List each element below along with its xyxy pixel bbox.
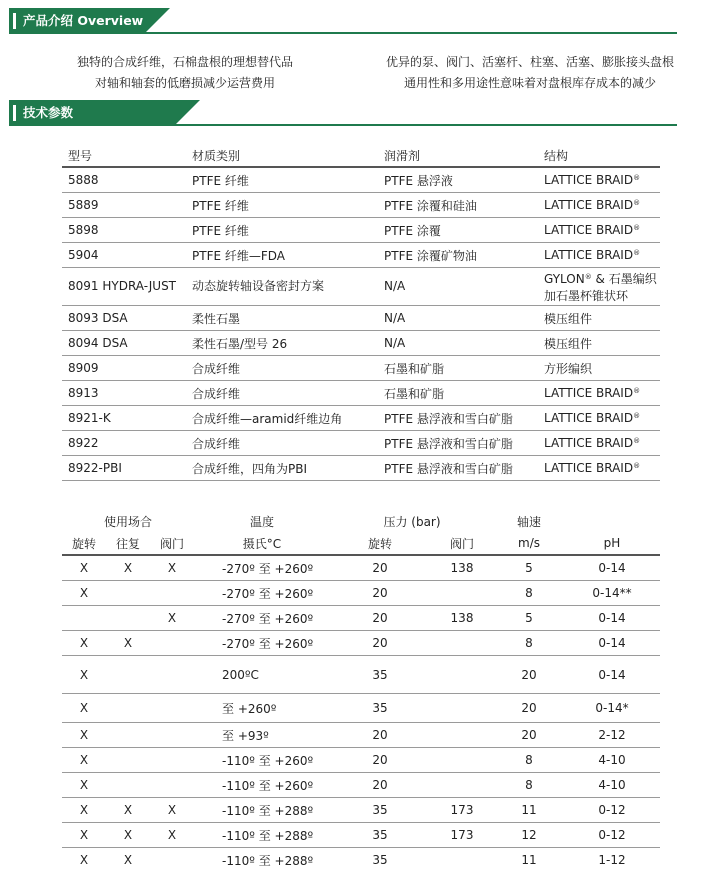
- temperature-cell: -270º 至 +260º: [194, 581, 330, 606]
- overview-left-line: 对轴和轴套的低磨损减少运营费用: [94, 76, 275, 90]
- usage-table-row: [62, 631, 660, 656]
- pressure-valve-cell: [430, 581, 494, 606]
- overview-right-text: [380, 52, 680, 94]
- pressure-rotary-cell: 20: [330, 606, 430, 631]
- reciprocating-cell: X: [123, 853, 133, 867]
- specs-divider: [9, 124, 677, 126]
- usage-table-row: [62, 581, 660, 606]
- speed-cell: 8: [494, 748, 564, 773]
- rotary-cell: X: [62, 656, 106, 694]
- reciprocating-cell: X: [106, 798, 150, 823]
- model-cell: 8922: [62, 431, 186, 456]
- valve-cell: [150, 656, 194, 694]
- model-cell: 5898: [62, 218, 186, 243]
- material-cell: 动态旋转轴设备密封方案: [186, 268, 378, 306]
- pressure-rotary-cell: 35: [330, 694, 430, 723]
- header-lubricant: 润滑剂: [378, 144, 538, 167]
- lubricant-cell: PTFE 悬浮液: [378, 167, 538, 193]
- pressure-valve-cell: 138: [430, 606, 494, 631]
- temperature-cell: -270º 至 +260º: [194, 606, 330, 631]
- valve-cell: X: [150, 606, 194, 631]
- speed-cell: 5: [494, 555, 564, 581]
- rotary-cell: X: [62, 631, 106, 656]
- sub-pressure-rotary: 旋转: [330, 532, 430, 555]
- lubricant-cell: PTFE 悬浮液和雪白矿脂: [378, 406, 538, 431]
- speed-cell: 8: [494, 773, 564, 798]
- construction-cell: 方形编织: [538, 356, 660, 381]
- construction-cell: LATTICE BRAID®: [538, 167, 660, 193]
- lubricant-cell: N/A: [378, 306, 538, 331]
- temperature-cell: -110º 至 +288º: [194, 823, 330, 848]
- usage-table-row: [62, 823, 660, 848]
- speed-cell: 8: [494, 631, 564, 656]
- ph-cell: 0-14: [564, 656, 660, 694]
- usage-table-row: [62, 773, 660, 798]
- pressure-valve-cell: [430, 848, 494, 872]
- overview-left-line: 独特的合成纤维，石棉盘根的理想替代品: [76, 55, 293, 69]
- header-construction: 结构: [538, 144, 660, 167]
- pressure-rotary-cell: 35: [372, 853, 388, 867]
- ph-cell: 0-14*: [564, 694, 660, 723]
- model-cell: 8909: [62, 356, 186, 381]
- reciprocating-cell: [106, 694, 150, 723]
- temperature-cell: -110º 至 +288º: [194, 798, 330, 823]
- pressure-valve-cell: [430, 694, 494, 723]
- usage-subheader-row: [62, 532, 660, 555]
- ph-cell: 0-12: [564, 798, 660, 823]
- construction-cell: LATTICE BRAID®: [538, 381, 660, 406]
- material-cell: 合成纤维—aramid纤维边角: [186, 406, 378, 431]
- rotary-cell: X: [62, 773, 106, 798]
- specs-table-header-row: [62, 144, 660, 167]
- pressure-valve-cell: 173: [430, 823, 494, 848]
- pressure-valve-cell: [430, 723, 494, 748]
- model-cell: 5889: [62, 193, 186, 218]
- usage-table-row: [62, 555, 660, 581]
- material-cell: PTFE 纤维: [186, 167, 378, 193]
- specs-heading: 技术参数 Specifications: [9, 100, 174, 126]
- valve-cell: X: [150, 798, 194, 823]
- pressure-header: 压力 (bar): [383, 514, 441, 529]
- header-material: 材质类别: [186, 144, 378, 167]
- rotary-cell: [62, 606, 106, 631]
- model-cell: 8091 HYDRA-JUST: [62, 268, 186, 306]
- construction-cell: 模压组件: [538, 331, 660, 356]
- material-cell: 合成纤维: [186, 431, 378, 456]
- specs-table-row: [62, 218, 660, 243]
- material-cell: PTFE 纤维: [186, 193, 378, 218]
- material-cell: 合成纤维，四角为PBI: [186, 456, 378, 481]
- usage-table-row: [62, 798, 660, 823]
- construction-cell: LATTICE BRAID®: [538, 406, 660, 431]
- reciprocating-cell: [106, 581, 150, 606]
- material-cell: 合成纤维: [186, 381, 378, 406]
- valve-cell: [150, 581, 194, 606]
- sub-valve: 阀门: [150, 532, 194, 555]
- ph-cell: 4-10: [564, 748, 660, 773]
- rotary-cell: X: [62, 555, 106, 581]
- model-cell: 8094 DSA: [62, 331, 186, 356]
- pressure-rotary-cell: 35: [330, 656, 430, 694]
- sub-reciprocating: 往复: [106, 532, 150, 555]
- temperature-cell: 至 +260º: [194, 694, 330, 723]
- temperature-cell: 至 +93º: [194, 723, 330, 748]
- temperature-cell: -110º 至 +260º: [194, 773, 330, 798]
- reciprocating-cell: [106, 748, 150, 773]
- overview-section-header: [9, 8, 677, 34]
- lubricant-cell: PTFE 涂覆矿物油: [378, 243, 538, 268]
- pressure-rotary-cell: 20: [330, 723, 430, 748]
- speed-cell: 11: [521, 853, 537, 867]
- pressure-valve-cell: 173: [430, 798, 494, 823]
- ph-cell: 0-14: [564, 631, 660, 656]
- construction-cell: LATTICE BRAID®: [538, 193, 660, 218]
- specs-table-row: [62, 306, 660, 331]
- lubricant-cell: PTFE 涂覆和硅油: [378, 193, 538, 218]
- reciprocating-cell: [106, 723, 150, 748]
- pressure-rotary-cell: 35: [330, 823, 430, 848]
- reciprocating-cell: X: [106, 631, 150, 656]
- specs-table-row: [62, 431, 660, 456]
- model-cell: 8913: [62, 381, 186, 406]
- speed-header: 轴速: [516, 514, 541, 529]
- pressure-valve-cell: [430, 656, 494, 694]
- usage-table-row: [62, 606, 660, 631]
- pressure-rotary-cell: 20: [330, 748, 430, 773]
- rotary-cell: X: [79, 853, 89, 867]
- model-cell: 8093 DSA: [62, 306, 186, 331]
- header-model: 型号: [62, 144, 186, 167]
- valve-cell: X: [150, 555, 194, 581]
- speed-cell: 12: [494, 823, 564, 848]
- usage-table-row: [62, 748, 660, 773]
- specs-table-row: [62, 193, 660, 218]
- lubricant-cell: 石墨和矿脂: [378, 356, 538, 381]
- lubricant-cell: PTFE 悬浮液和雪白矿脂: [378, 456, 538, 481]
- model-cell: 8921-K: [62, 406, 186, 431]
- usage-table-row: [62, 656, 660, 694]
- speed-cell: 11: [494, 798, 564, 823]
- lubricant-cell: PTFE 涂覆: [378, 218, 538, 243]
- specs-table-row: [62, 268, 660, 306]
- ph-cell: 1-12: [598, 853, 626, 867]
- usage-group-header: 使用场合: [103, 514, 152, 529]
- model-cell: 5904: [62, 243, 186, 268]
- valve-cell: [150, 748, 194, 773]
- pressure-rotary-cell: 35: [330, 798, 430, 823]
- sub-pressure-valve: 阀门: [430, 532, 494, 555]
- ph-cell: 0-12: [564, 823, 660, 848]
- ph-cell: 0-14: [564, 606, 660, 631]
- construction-cell: LATTICE BRAID®: [538, 431, 660, 456]
- valve-cell: [150, 848, 194, 872]
- rotary-cell: X: [62, 823, 106, 848]
- speed-cell: 20: [494, 656, 564, 694]
- material-cell: 柔性石墨: [186, 306, 378, 331]
- lubricant-cell: N/A: [378, 268, 538, 306]
- construction-cell: LATTICE BRAID®: [538, 456, 660, 481]
- construction-cell: LATTICE BRAID®: [538, 243, 660, 268]
- construction-cell: 模压组件: [538, 306, 660, 331]
- lubricant-cell: 石墨和矿脂: [378, 381, 538, 406]
- ph-cell: 2-12: [564, 723, 660, 748]
- rotary-cell: X: [62, 723, 106, 748]
- temperature-cell: -110º 至 +288º: [222, 853, 314, 868]
- specs-table-row: [62, 356, 660, 381]
- usage-table-row: [62, 694, 660, 723]
- sub-speed-unit: m/s: [494, 532, 564, 555]
- rotary-cell: X: [62, 581, 106, 606]
- reciprocating-cell: X: [106, 555, 150, 581]
- sub-rotary: 旋转: [62, 532, 106, 555]
- reciprocating-cell: [106, 606, 150, 631]
- pressure-rotary-cell: 20: [330, 581, 430, 606]
- usage-header-row: [62, 510, 660, 532]
- specs-section-header: [9, 100, 677, 146]
- specs-table-row: [62, 406, 660, 431]
- specs-table-row: [62, 381, 660, 406]
- valve-cell: [150, 631, 194, 656]
- speed-cell: 20: [494, 694, 564, 723]
- pressure-rotary-cell: 20: [330, 773, 430, 798]
- usage-table-row: [62, 723, 660, 748]
- specs-table-row: [62, 456, 660, 481]
- usage-table: [62, 510, 660, 872]
- overview-right-line: 优异的泵、阀门、活塞杆、柱塞、活塞、膨胀接头盘根: [385, 55, 674, 69]
- overview-heading: 产品介绍 Overview: [9, 8, 144, 34]
- valve-cell: [150, 694, 194, 723]
- specs-table-row: [62, 243, 660, 268]
- material-cell: PTFE 纤维—FDA: [186, 243, 378, 268]
- overview-right-line: 通用性和多用途性意味着对盘根库存成本的减少: [403, 76, 656, 90]
- rotary-cell: X: [62, 798, 106, 823]
- overview-left-text: [60, 52, 310, 94]
- overview-divider: [9, 32, 677, 34]
- pressure-rotary-cell: 20: [330, 631, 430, 656]
- pressure-rotary-cell: 20: [330, 555, 430, 581]
- temperature-cell: -270º 至 +260º: [194, 631, 330, 656]
- material-cell: PTFE 纤维: [186, 218, 378, 243]
- speed-cell: 5: [494, 606, 564, 631]
- model-cell: 5888: [62, 167, 186, 193]
- reciprocating-cell: X: [106, 823, 150, 848]
- material-cell: 柔性石墨/型号 26: [186, 331, 378, 356]
- valve-cell: X: [150, 823, 194, 848]
- speed-cell: 20: [494, 723, 564, 748]
- specs-table: [62, 144, 660, 481]
- temperature-cell: -270º 至 +260º: [194, 555, 330, 581]
- rotary-cell: X: [62, 748, 106, 773]
- usage-table-row: [62, 848, 660, 872]
- specs-table-row: [62, 331, 660, 356]
- valve-cell: [150, 773, 194, 798]
- speed-cell: 8: [494, 581, 564, 606]
- reciprocating-cell: [106, 656, 150, 694]
- pressure-valve-cell: [430, 631, 494, 656]
- valve-cell: [150, 723, 194, 748]
- ph-cell: 0-14**: [564, 581, 660, 606]
- model-cell: 8922-PBI: [62, 456, 186, 481]
- construction-cell: GYLON® & 石墨编织加石墨杯锥状环: [538, 268, 660, 306]
- specs-table-row: [62, 167, 660, 193]
- sub-celsius: 摄氏°C: [194, 532, 330, 555]
- lubricant-cell: PTFE 悬浮液和雪白矿脂: [378, 431, 538, 456]
- pressure-valve-cell: [430, 748, 494, 773]
- ph-cell: 4-10: [564, 773, 660, 798]
- pressure-valve-cell: 138: [430, 555, 494, 581]
- construction-cell: LATTICE BRAID®: [538, 218, 660, 243]
- reciprocating-cell: [106, 773, 150, 798]
- pressure-valve-cell: [430, 773, 494, 798]
- material-cell: 合成纤维: [186, 356, 378, 381]
- rotary-cell: X: [62, 694, 106, 723]
- ph-cell: 0-14: [564, 555, 660, 581]
- temperature-cell: 200ºC: [194, 656, 330, 694]
- sub-ph: pH: [564, 532, 660, 555]
- temperature-cell: -110º 至 +260º: [194, 748, 330, 773]
- temp-header: 温度: [249, 514, 274, 529]
- lubricant-cell: N/A: [378, 331, 538, 356]
